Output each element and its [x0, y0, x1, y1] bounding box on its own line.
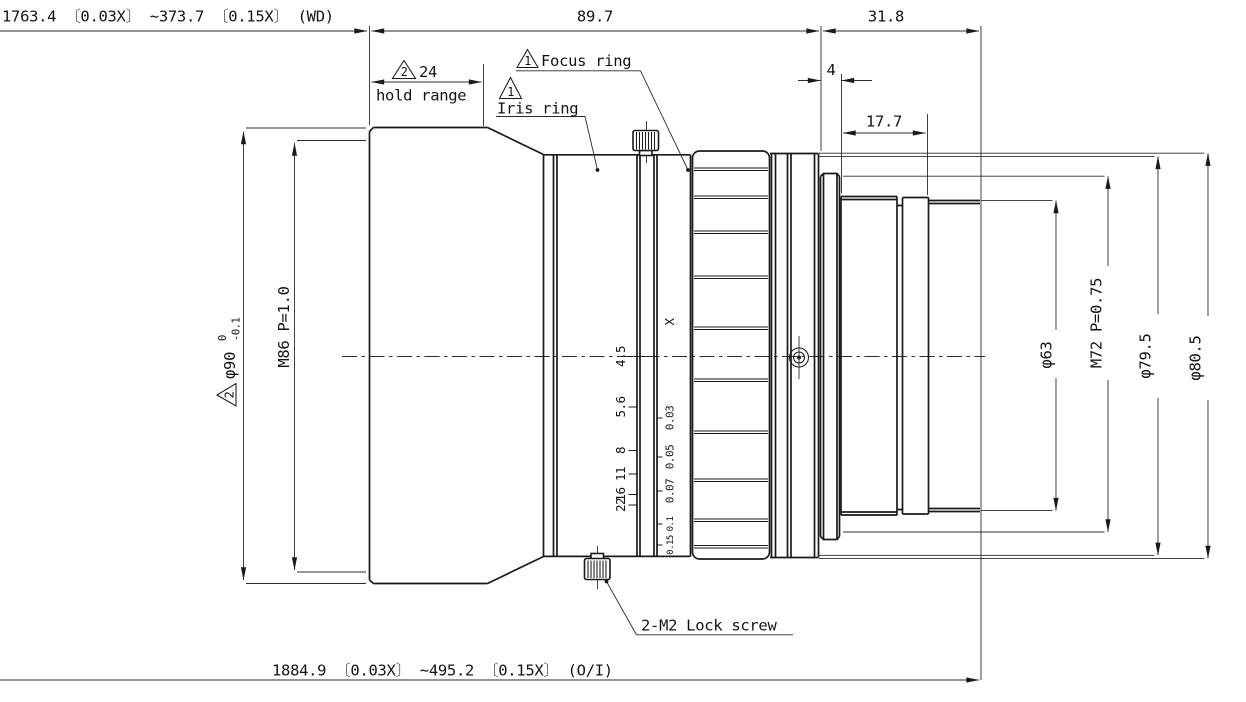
revision-number: 1 — [524, 54, 532, 68]
revision-number: 2 — [222, 391, 237, 399]
rear-length-dimension: 31.8 — [867, 7, 905, 26]
magnification-value: 0.15 — [666, 535, 676, 555]
lock-screw-label: 2-M2 Lock screw — [641, 616, 777, 635]
focus-ring-part — [693, 151, 770, 559]
focus-ring-label: Focus ring — [541, 51, 632, 70]
front-diameter-callout — [217, 318, 243, 406]
front-diameter-tol-upper: 0 — [217, 335, 229, 341]
magnification-header: X — [662, 318, 677, 326]
front-thread-callout — [275, 286, 293, 367]
magnification-scale — [662, 318, 677, 555]
hold-range-width-dimension: 24 — [419, 63, 438, 81]
flange-width-dimension: 4 — [826, 61, 836, 79]
focus-ring-knurling — [694, 168, 768, 548]
magnification-value: 0.03 — [663, 405, 677, 431]
rear-step-diameter-value: φ79.5 — [1136, 333, 1155, 379]
aperture-value: 4.5 — [613, 345, 628, 368]
hold-range-label: hold range — [376, 86, 467, 105]
dimension-lines — [0, 31, 1208, 680]
rear-outer-diameter-callout — [1187, 335, 1205, 380]
rear-tube-diameter-value: φ63 — [1037, 341, 1056, 369]
aperture-value: 16 — [613, 487, 628, 502]
aperture-value: 5.6 — [613, 396, 628, 418]
front-diameter-value: φ90 — [221, 351, 239, 379]
rear-outer-diameter-value: φ80.5 — [1186, 335, 1205, 381]
magnification-value: 0.05 — [663, 444, 677, 470]
revision-number: 1 — [507, 85, 515, 99]
object-image-dimension: 1884.9 〔0.03X〕 ∼495.2 〔0.15X〕 (O/I) — [272, 661, 613, 680]
aperture-scale — [613, 346, 628, 512]
front-barrel — [370, 128, 544, 584]
mount-ring-assembly — [770, 154, 819, 558]
front-diameter-tol-lower: -0.1 — [230, 317, 243, 341]
rear-tube-diameter-callout — [1038, 341, 1056, 368]
aperture-value: 8 — [613, 446, 628, 455]
front-thread-value: M86 P=1.0 — [275, 286, 293, 368]
body-length-dimension: 89.7 — [576, 7, 614, 26]
aperture-value: 11 — [613, 466, 628, 482]
working-distance-dimension: 1763.4 〔0.03X〕 ∼373.7 〔0.15X〕 (WD) — [2, 7, 334, 26]
rear-thread-value: M72 P=0.75 — [1087, 277, 1106, 369]
revision-number: 2 — [400, 65, 408, 79]
rear-thread-callout — [1088, 278, 1106, 368]
extension-lines — [246, 26, 1205, 680]
aperture-value: 22 — [613, 497, 628, 513]
magnification-value: 0.07 — [663, 478, 677, 504]
rear-barrel — [841, 197, 980, 516]
rear-step-diameter-callout — [1137, 333, 1155, 378]
iris-ring-label: Iris ring — [497, 99, 579, 118]
magnification-value: 0.1 — [666, 516, 676, 532]
rear-barrel-length-dimension: 17.7 — [865, 112, 903, 131]
